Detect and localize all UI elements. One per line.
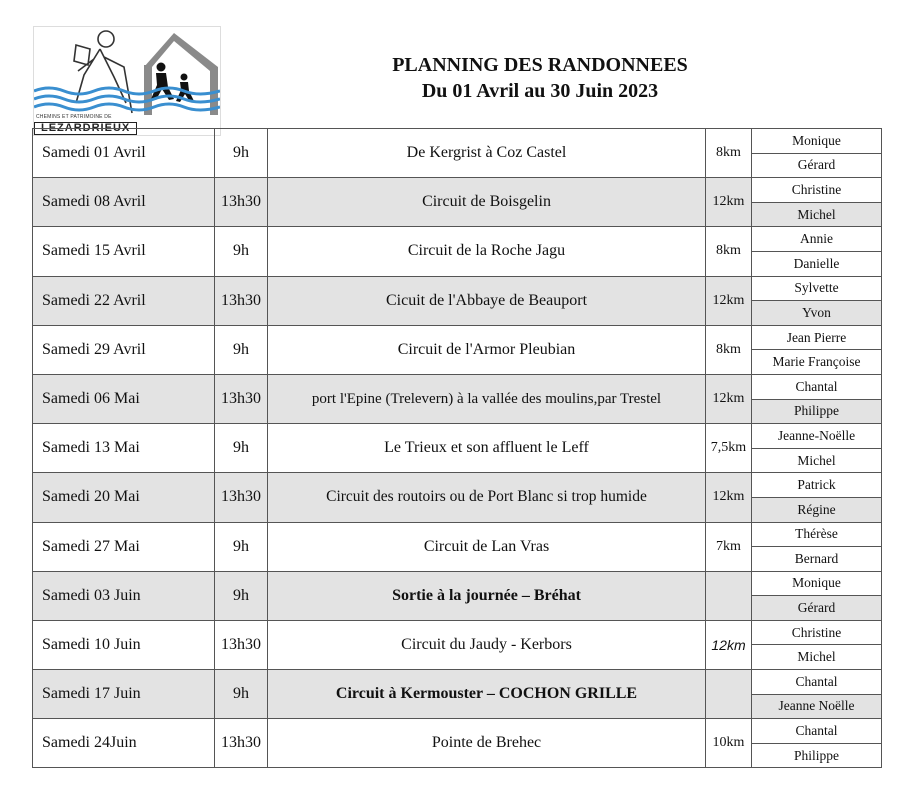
date-cell: Samedi 06 Mai <box>33 374 215 423</box>
guide-2-cell: Michel <box>752 448 882 473</box>
guide-1-cell: Christine <box>752 620 882 645</box>
date-cell: Samedi 01 Avril <box>33 129 215 178</box>
table-row <box>33 522 882 547</box>
distance-cell <box>706 670 752 719</box>
guide-2-cell: Michel <box>752 645 882 670</box>
club-logo <box>33 26 221 136</box>
guide-1-cell: Christine <box>752 178 882 203</box>
title-line-1: PLANNING DES RANDONNEES <box>392 54 688 76</box>
guide-2-cell: Michel <box>752 202 882 227</box>
distance-cell: 7km <box>706 522 752 571</box>
time-cell: 13h30 <box>215 276 268 325</box>
time-cell: 9h <box>215 670 268 719</box>
date-cell: Samedi 29 Avril <box>33 325 215 374</box>
guide-2-cell: Gérard <box>752 153 882 178</box>
hike-schedule-table <box>32 128 882 768</box>
time-cell: 13h30 <box>215 178 268 227</box>
distance-cell: 8km <box>706 129 752 178</box>
guide-2-cell: Yvon <box>752 301 882 326</box>
date-cell: Samedi 22 Avril <box>33 276 215 325</box>
hikers-house-icon <box>34 27 220 115</box>
distance-cell <box>706 571 752 620</box>
table-row <box>33 473 882 498</box>
guide-1-cell: Thérèse <box>752 522 882 547</box>
date-cell: Samedi 24Juin <box>33 719 215 768</box>
circuit-cell: Circuit des routoirs ou de Port Blanc si trop humide <box>268 473 706 522</box>
guide-1-cell: Monique <box>752 129 882 154</box>
guide-1-cell: Annie <box>752 227 882 252</box>
time-cell: 9h <box>215 522 268 571</box>
circuit-cell: Circuit du Jaudy - Kerbors <box>268 620 706 669</box>
guide-2-cell: Philippe <box>752 399 882 424</box>
distance-cell: 12km <box>706 178 752 227</box>
guide-2-cell: Gérard <box>752 596 882 621</box>
guide-1-cell: Monique <box>752 571 882 596</box>
table-row <box>33 129 882 154</box>
table-row <box>33 276 882 301</box>
title-line-2: Du 01 Avril au 30 Juin 2023 <box>421 80 659 102</box>
guide-1-cell: Sylvette <box>752 276 882 301</box>
circuit-cell: Circuit de Lan Vras <box>268 522 706 571</box>
circuit-cell: Circuit à Kermouster – COCHON GRILLE <box>268 670 706 719</box>
guide-2-cell: Marie Françoise <box>752 350 882 375</box>
guide-1-cell: Jean Pierre <box>752 325 882 350</box>
logo-caption: CHEMINS ET PATRIMOINE DE <box>36 114 112 120</box>
time-cell: 9h <box>215 325 268 374</box>
time-cell: 13h30 <box>215 620 268 669</box>
table-row <box>33 670 882 695</box>
logo-name: LEZARDRIEUX <box>34 122 137 135</box>
guide-2-cell: Régine <box>752 497 882 522</box>
distance-cell: 12km <box>706 620 752 669</box>
time-cell: 9h <box>215 227 268 276</box>
distance-cell: 12km <box>706 276 752 325</box>
date-cell: Samedi 15 Avril <box>33 227 215 276</box>
table-row <box>33 178 882 203</box>
table-row <box>33 424 882 449</box>
time-cell: 9h <box>215 129 268 178</box>
circuit-cell: Circuit de la Roche Jagu <box>268 227 706 276</box>
distance-cell: 8km <box>706 227 752 276</box>
date-cell: Samedi 08 Avril <box>33 178 215 227</box>
table-row <box>33 227 882 252</box>
distance-cell: 8km <box>706 325 752 374</box>
date-cell: Samedi 10 Juin <box>33 620 215 669</box>
guide-2-cell: Jeanne Noëlle <box>752 694 882 719</box>
distance-cell: 12km <box>706 473 752 522</box>
table-row <box>33 719 882 744</box>
guide-1-cell: Jeanne-Noëlle <box>752 424 882 449</box>
date-cell: Samedi 13 Mai <box>33 424 215 473</box>
circuit-cell: Cicuit de l'Abbaye de Beauport <box>268 276 706 325</box>
distance-cell: 12km <box>706 374 752 423</box>
time-cell: 13h30 <box>215 374 268 423</box>
table-row <box>33 620 882 645</box>
guide-1-cell: Chantal <box>752 719 882 744</box>
guide-2-cell: Bernard <box>752 547 882 572</box>
table-row <box>33 374 882 399</box>
circuit-cell: Le Trieux et son affluent le Leff <box>268 424 706 473</box>
guide-2-cell: Philippe <box>752 743 882 768</box>
circuit-cell: port l'Epine (Trelevern) à la vallée des moulins,par Trestel <box>268 374 706 423</box>
guide-1-cell: Chantal <box>752 374 882 399</box>
time-cell: 13h30 <box>215 719 268 768</box>
circuit-cell: Circuit de Boisgelin <box>268 178 706 227</box>
circuit-cell: Sortie à la journée – Bréhat <box>268 571 706 620</box>
circuit-cell: Circuit de l'Armor Pleubian <box>268 325 706 374</box>
table-row <box>33 571 882 596</box>
date-cell: Samedi 17 Juin <box>33 670 215 719</box>
page-title <box>330 52 750 104</box>
guide-2-cell: Danielle <box>752 251 882 276</box>
date-cell: Samedi 27 Mai <box>33 522 215 571</box>
time-cell: 9h <box>215 571 268 620</box>
time-cell: 13h30 <box>215 473 268 522</box>
date-cell: Samedi 03 Juin <box>33 571 215 620</box>
date-cell: Samedi 20 Mai <box>33 473 215 522</box>
circuit-cell: De Kergrist à Coz Castel <box>268 129 706 178</box>
circuit-cell: Pointe de Brehec <box>268 719 706 768</box>
distance-cell: 10km <box>706 719 752 768</box>
table-row <box>33 325 882 350</box>
guide-1-cell: Patrick <box>752 473 882 498</box>
distance-cell: 7,5km <box>706 424 752 473</box>
time-cell: 9h <box>215 424 268 473</box>
guide-1-cell: Chantal <box>752 670 882 695</box>
